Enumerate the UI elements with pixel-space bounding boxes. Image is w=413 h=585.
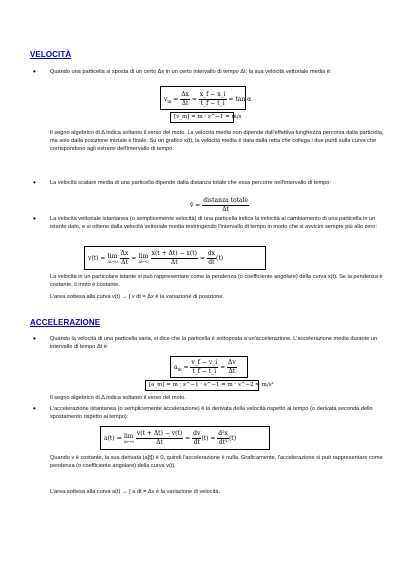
- eq-denominator: Δt: [228, 368, 236, 375]
- equation-instant-velocity: v(t) = lim Δt→0 $\frac{\Delta x}{\Delta t}$ = lim Δt→0 $\frac{x(t + \Delta t) - x(t)}{\Delta t}$ = $\frac{dx}{dt}$ (t): [84, 246, 266, 270]
- section-heading-accelerazione: ACCELERAZIONE: [30, 318, 101, 327]
- equation-acceleration-units: [145, 380, 274, 391]
- eq-numerator: Δx: [120, 250, 129, 257]
- eq-symbol: v: [164, 96, 168, 103]
- eq-numerator: v_f − v_i: [191, 359, 218, 366]
- eq-denominator: t_f − t_i: [200, 100, 225, 107]
- eq-lhs: a(t) =: [104, 435, 122, 442]
- eq-denominator: Δt: [181, 100, 189, 107]
- eq-mid: (t) =: [201, 435, 216, 442]
- eq-denominator: Δt: [170, 259, 178, 266]
- eq-subscript: m: [177, 367, 182, 373]
- bullet: •: [33, 67, 36, 76]
- eq-denominator: t_f − t_i: [192, 368, 217, 375]
- paragraph: La velocità scalare media di una particella dipende dalla distanza totale che essa percorre nell'intervallo di tempo:: [50, 180, 331, 186]
- eq-denominator: dt: [208, 259, 215, 266]
- paragraph: L'accelerazione istantanea (o semplicemente accelerazione) è la derivata della velocità rispetto al tempo (o derivata seconda dello spostamento rispetto al tempo):: [50, 406, 373, 420]
- section-heading-velocita: VELOCITÀ: [30, 50, 72, 59]
- paragraph: Quando v è costante, la sua derivata (a[t]) è 0, quindi l'accelerazione è nulla. Graficamente, l'accelerazione si può rappresentare come pendenza (o coefficiente angolare) della curva v(t).: [50, 455, 383, 469]
- eq-numerator: Δx: [181, 91, 189, 98]
- equation-average-velocity: $v_m$ = $\frac{\Delta x}{\Delta t}$ = $\frac{x\_f - x\_i}{t\_f - t\_i}$ = tan α: [160, 86, 246, 110]
- eq-numerator: x_f − x_i: [199, 91, 226, 98]
- eq-tail: (t): [228, 435, 237, 442]
- eq-subscript: m: [167, 99, 172, 105]
- paragraph: La velocità in un particolare istante si può rappresentare come la pendenza (o coefficiente angolare) della curva x(t). Se la pendenza è costante, il moto è costante.: [50, 274, 383, 288]
- equation-average-acceleration: $a_m$ = $\frac{v\_f - v\_i}{t\_f - t\_i}$ = $\frac{\Delta v}{\Delta t}$: [170, 356, 248, 378]
- equation-instant-acceleration: a(t) = lim Δt→0 $\frac{v(t + \Delta t) - v(t)}{\Delta t}$ = $\frac{dv}{dt}$ (t) = $\frac{\text{d²x}}{\text{dt²}}$ (t): [100, 426, 270, 450]
- paragraph: Il segno algebrico di Δ indica soltanto il verso del moto. La velocità media non dipende dall'effettiva lunghezza percorsa dalla particella, ma solo dalla posizione iniziale e finale. Su un grafico x(t), la velocità media è data dalla retta che collega i due punti sulla curva che corrispondono agli estremi dell'intervallo di tempo.: [50, 130, 384, 152]
- eq-numerator: x(t + Δt) − x(t): [151, 250, 197, 257]
- eq-units: [a_m] = m · s^−1 · s^−1 = m · s^−2 = m/s²: [149, 382, 274, 388]
- paragraph: Quando una particella si sposta di un certo Δx in un certo intervallo di tempo Δt, la sua velocità vettoriale media è:: [50, 69, 332, 75]
- eq-tail: = tan α: [228, 96, 252, 103]
- eq-tail: (t): [216, 255, 224, 262]
- bullet: •: [33, 214, 36, 223]
- eq-numerator: d²x: [218, 430, 228, 437]
- eq-denominator: Δt: [121, 259, 128, 266]
- equation-velocity-units: [170, 112, 242, 123]
- paragraph: L'area sottesa alla curva a(t) → ∫ a dt = Δv è la variazione di velocità.: [50, 489, 221, 495]
- eq-lim: lim: [123, 432, 134, 440]
- paragraph: L'area sottesa alla curva v(t) → ∫ v dt = Δx è la variazione di posizione.: [50, 294, 225, 300]
- eq-lim: lim: [138, 252, 149, 260]
- eq-denominator: Δt: [156, 439, 163, 446]
- eq-numerator: dx: [207, 250, 216, 257]
- eq-numerator: dv: [193, 430, 201, 437]
- eq-denominator: Δt: [222, 206, 230, 213]
- paragraph: La velocità vettoriale istantanea (o semplicemente velocità) di una particella indica la velocità al cambiamento di una particella in un istante dato, e si ottiene dalla velocità vettoriale media restringendo l'intervallo di tempo in modo che si avvicini sempre più allo zero:: [50, 216, 377, 230]
- eq-numerator: distanza totale: [203, 197, 249, 204]
- equation-scalar-speed: [190, 198, 249, 213]
- eq-lim: lim: [107, 252, 118, 260]
- eq-lim-sub: Δt→0: [107, 258, 118, 264]
- bullet: •: [33, 404, 36, 413]
- eq-lhs: v̄ =: [190, 202, 201, 209]
- bullet: •: [33, 334, 36, 343]
- eq-denominator: dt²: [218, 439, 228, 446]
- eq-denominator: dt: [193, 439, 200, 446]
- eq-numerator: Δv: [228, 359, 236, 366]
- eq-lhs: v(t) =: [88, 255, 106, 262]
- eq-symbol: a: [174, 364, 178, 371]
- eq-lim-sub: Δt→0: [138, 258, 149, 264]
- paragraph: Quando la velocità di una particella varia, si dice che la particella è sottoposta a un'accelerazione. L'accelerazione media durante un intervallo di tempo Δt è:: [50, 336, 378, 350]
- eq-lim-sub: Δt→0: [123, 438, 134, 444]
- eq-units: [v_m] = m · s^−1 = m/s: [174, 114, 242, 120]
- bullet: •: [33, 178, 36, 187]
- eq-numerator: v(t + Δt) − v(t): [136, 430, 183, 437]
- paragraph: Il segno algebrico di Δ indica soltanto il verso del moto.: [50, 395, 186, 401]
